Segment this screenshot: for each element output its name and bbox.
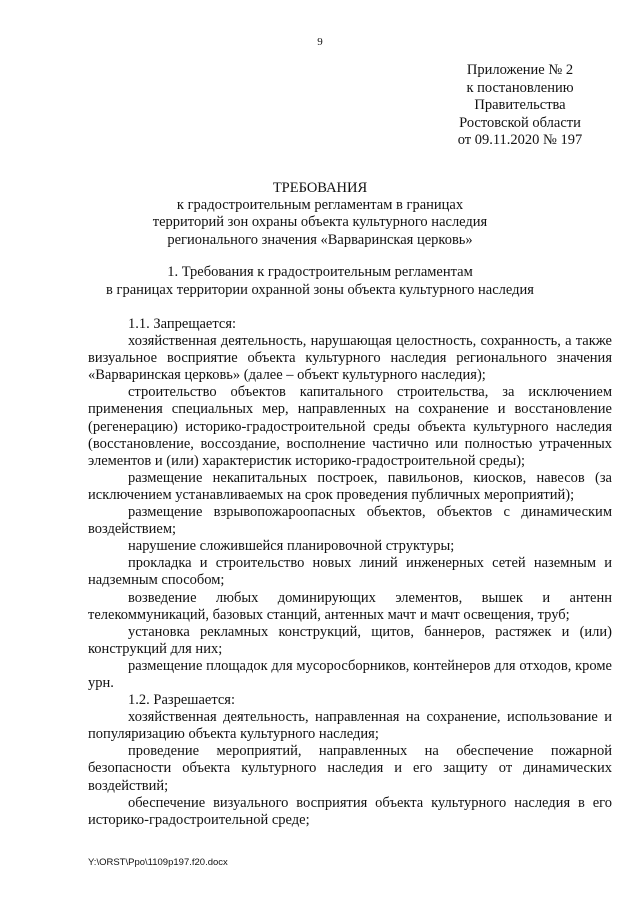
document-body [88, 316, 612, 829]
paragraph: возведение любых доминирующих элементов, вышек и антенн телекоммуникаций, базовых станций, антенных мачт и мачт освещения, труб; [88, 589, 612, 623]
section-heading [90, 264, 550, 299]
paragraph: нарушение сложившейся планировочной структуры; [128, 538, 455, 555]
paragraph: хозяйственная деятельность, нарушающая целостность, сохранность, а также визуальное восприятие объекта культурного наследия регионального значения «Варваринская церковь» (далее – объект культурного наследия); [88, 333, 612, 384]
section-heading-line-1: 1. Требования к градостроительным регламентам [167, 264, 473, 280]
paragraph: хозяйственная деятельность, направленная на сохранение, использование и популяризацию объекта культурного наследия; [88, 709, 612, 743]
paragraph: размещение взрывопожароопасных объектов, объектов с динамическим воздействием; [88, 504, 612, 538]
appendix-line-3: Правительства [474, 97, 566, 113]
paragraph: строительство объектов капитального строительства, за исключением применения специальных мер, направленных на сохранение и восстановление (регенерацию) историко-градостроительной среды объекта культурного наследия (восстановление, воссоздание, восполнение частично или полностью утраченных элементов и (или) характеристик историко-градостроительной среды); [88, 384, 612, 469]
document-title [90, 180, 550, 249]
section-heading-line-2: в границах территории охранной зоны объекта культурного наследия [106, 281, 534, 298]
paragraph: размещение некапитальных построек, павильонов, киосков, навесов (за исключением устанавливаемых на срок проведения публичных мероприятий); [88, 469, 612, 503]
paragraph: обеспечение визуального восприятия объекта культурного наследия в его историко-градостроительной среде; [88, 794, 612, 828]
paragraph: установка рекламных конструкций, щитов, баннеров, растяжек и (или) конструкций для них; [88, 623, 612, 657]
title-line-1: к градостроительным регламентам в границах [176, 197, 464, 214]
subsection-heading: 1.2. Разрешается: [128, 692, 235, 709]
paragraph: проведение мероприятий, направленных на обеспечение пожарной безопасности объекта культурного наследия и его защиту от динамических воздействий; [88, 743, 612, 794]
appendix-block [440, 62, 600, 150]
appendix-line-1: Приложение № 2 [466, 62, 574, 78]
subsection-heading: 1.1. Запрещается: [128, 316, 237, 332]
appendix-line-5: от 09.11.2020 № 197 [457, 132, 583, 148]
title-heading: ТРЕБОВАНИЯ [272, 180, 368, 196]
appendix-line-2: к постановлению [466, 79, 574, 96]
paragraph: прокладка и строительство новых линий инженерных сетей наземным и надземным способом; [88, 555, 612, 589]
appendix-line-4: Ростовской области [459, 114, 581, 131]
paragraph: размещение площадок для мусоросборников, контейнеров для отходов, кроме урн. [88, 657, 612, 691]
title-line-3: регионального значения «Варваринская церковь» [167, 231, 473, 248]
page-number: 9 [317, 36, 323, 48]
title-line-2: территорий зон охраны объекта культурного наследия [152, 214, 488, 231]
footer-file-path: Y:\ORST\Ppo\1109p197.f20.docx [88, 857, 228, 868]
